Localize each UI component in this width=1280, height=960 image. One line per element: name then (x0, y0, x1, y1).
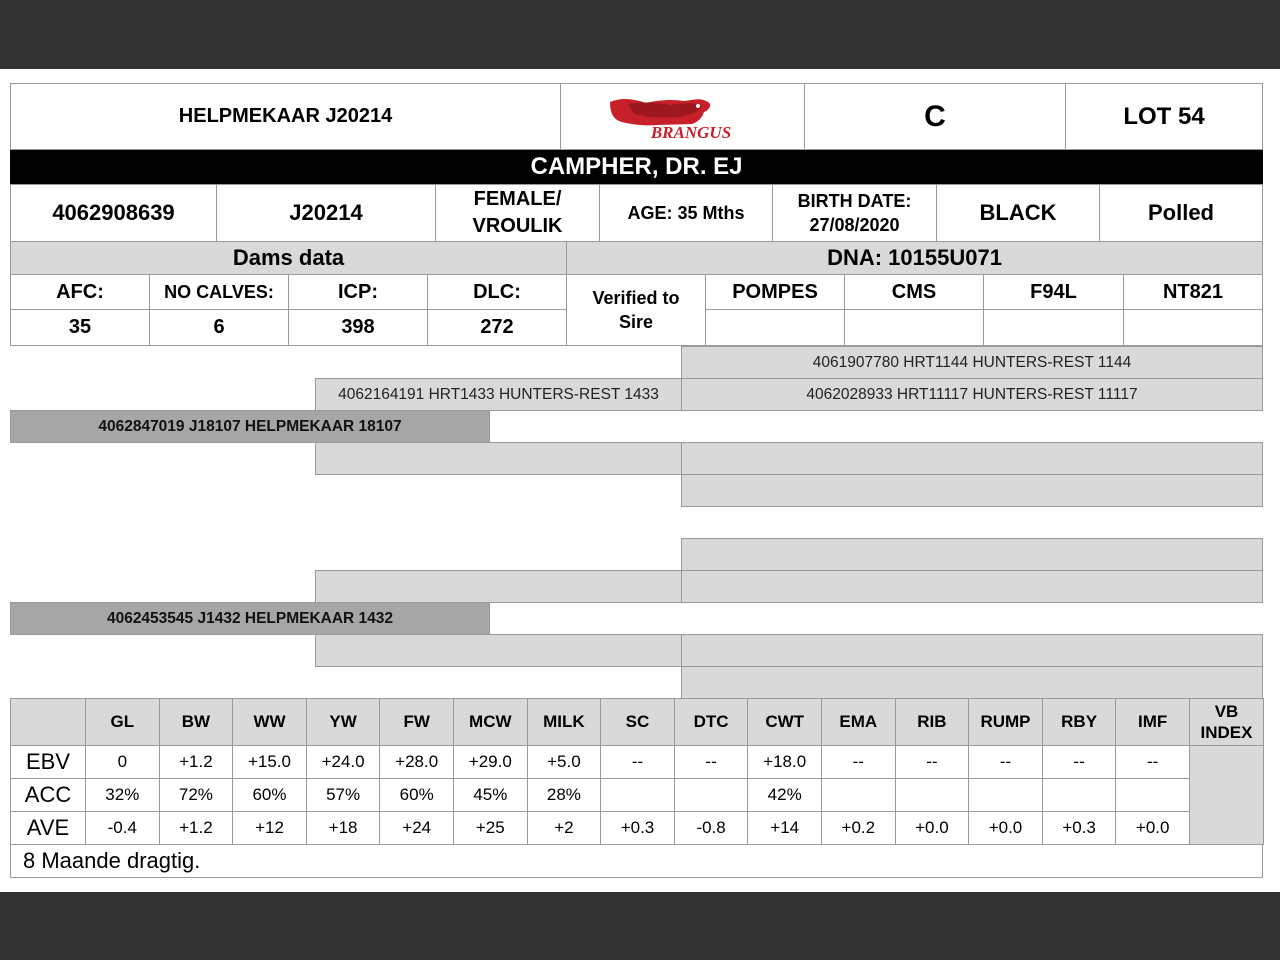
pedigree-sire-sire-dam: 4062028933 HRT11117 HUNTERS-REST 11117 (681, 378, 1263, 411)
acc-milk: 28% (527, 778, 602, 812)
pedigree-dam-sire (315, 570, 682, 603)
ave-dtc: -0.8 (674, 811, 749, 845)
marker-nt821: NT821 (1123, 274, 1263, 310)
marker-nt821-value (1123, 309, 1263, 346)
ebv-milk: +5.0 (527, 745, 602, 779)
row-label-ebv: EBV (10, 745, 86, 779)
column-header-imf: IMF (1115, 698, 1190, 746)
column-header-cwt: CWT (747, 698, 822, 746)
column-header-mcw: MCW (453, 698, 528, 746)
comments: 8 Maande dragtig. (10, 844, 1263, 878)
sex: FEMALE/ VROULIK (435, 184, 600, 242)
pedigree-sire-sire: 4062164191 HRT1433 HUNTERS-REST 1433 (315, 378, 682, 411)
ebv-rump: -- (968, 745, 1043, 779)
bull-logo-icon (598, 92, 768, 142)
ebv-cwt: +18.0 (747, 745, 822, 779)
acc-bw: 72% (159, 778, 234, 812)
column-header-milk: MILK (527, 698, 602, 746)
lot-number: LOT 54 (1065, 83, 1263, 150)
ave-cwt: +14 (747, 811, 822, 845)
table-corner (10, 698, 86, 746)
dna-title: DNA: 10155U071 (566, 241, 1263, 275)
ebv-rib: -- (895, 745, 970, 779)
column-header-sc: SC (600, 698, 675, 746)
acc-fw: 60% (379, 778, 454, 812)
id-number: 4062908639 (10, 184, 217, 242)
column-header-rump: RUMP (968, 698, 1043, 746)
acc-rby (1042, 778, 1117, 812)
ebv-bw: +1.2 (159, 745, 234, 779)
column-header-dtc: DTC (674, 698, 749, 746)
marker-cms-value (844, 309, 984, 346)
ave-rby: +0.3 (1042, 811, 1117, 845)
ave-milk: +2 (527, 811, 602, 845)
ave-gl: -0.4 (85, 811, 160, 845)
pedigree-sire-dam-sire (681, 442, 1263, 475)
row-label-ave: AVE (10, 811, 86, 845)
column-header-rby: RBY (1042, 698, 1117, 746)
no-calves-value: 6 (149, 309, 289, 346)
ave-ema: +0.2 (821, 811, 896, 845)
ebv-yw: +24.0 (306, 745, 381, 779)
ave-rib: +0.0 (895, 811, 970, 845)
verified-to-sire: Verified to Sire (566, 274, 706, 346)
marker-pompes-value (705, 309, 845, 346)
ave-ww: +12 (232, 811, 307, 845)
column-header-fw: FW (379, 698, 454, 746)
ebv-gl: 0 (85, 745, 160, 779)
acc-ww: 60% (232, 778, 307, 812)
acc-imf (1115, 778, 1190, 812)
row-label-acc: ACC (10, 778, 86, 812)
horn-status: Polled (1099, 184, 1263, 242)
marker-f94l-value (983, 309, 1124, 346)
column-header-ww: WW (232, 698, 307, 746)
icp-label: ICP: (288, 274, 428, 310)
pedigree-dam-dam (315, 634, 682, 667)
ebv-imf: -- (1115, 745, 1190, 779)
vb-index-value (1189, 745, 1264, 845)
pedigree-dam: 4062453545 J1432 HELPMEKAAR 1432 (10, 602, 490, 635)
ebv-rby: -- (1042, 745, 1117, 779)
age: AGE: 35 Mths (599, 184, 773, 242)
svg-text:BRANGUS: BRANGUS (650, 122, 731, 142)
ebv-dtc: -- (674, 745, 749, 779)
color: BLACK (936, 184, 1100, 242)
acc-sc (600, 778, 675, 812)
afc-value: 35 (10, 309, 150, 346)
pedigree-dam-sire-sire (681, 538, 1263, 571)
icp-value: 398 (288, 309, 428, 346)
column-header-yw: YW (306, 698, 381, 746)
pedigree-sire: 4062847019 J18107 HELPMEKAAR 18107 (10, 410, 490, 443)
column-header-bw: BW (159, 698, 234, 746)
acc-rib (895, 778, 970, 812)
dlc-value: 272 (427, 309, 567, 346)
ave-fw: +24 (379, 811, 454, 845)
pedigree-dam-dam-dam (681, 666, 1263, 699)
animal-name: HELPMEKAAR J20214 (10, 83, 561, 150)
column-header-gl: GL (85, 698, 160, 746)
column-header-ema: EMA (821, 698, 896, 746)
ebv-mcw: +29.0 (453, 745, 528, 779)
tag-number: J20214 (216, 184, 436, 242)
pedigree-dam-sire-dam (681, 570, 1263, 603)
ave-rump: +0.0 (968, 811, 1043, 845)
ave-imf: +0.0 (1115, 811, 1190, 845)
pedigree-dam-dam-sire (681, 634, 1263, 667)
ebv-fw: +28.0 (379, 745, 454, 779)
afc-label: AFC: (10, 274, 150, 310)
acc-yw: 57% (306, 778, 381, 812)
ave-sc: +0.3 (600, 811, 675, 845)
acc-mcw: 45% (453, 778, 528, 812)
column-header-rib: RIB (895, 698, 970, 746)
ebv-ema: -- (821, 745, 896, 779)
marker-pompes: POMPES (705, 274, 845, 310)
marker-f94l: F94L (983, 274, 1124, 310)
class-letter: C (804, 83, 1066, 150)
ave-yw: +18 (306, 811, 381, 845)
acc-cwt: 42% (747, 778, 822, 812)
pedigree-sire-sire-sire: 4061907780 HRT1144 HUNTERS-REST 1144 (681, 346, 1263, 379)
ave-bw: +1.2 (159, 811, 234, 845)
dlc-label: DLC: (427, 274, 567, 310)
acc-dtc (674, 778, 749, 812)
acc-ema (821, 778, 896, 812)
brangus-logo (560, 83, 805, 150)
pedigree-sire-dam-dam (681, 474, 1263, 507)
ebv-ww: +15.0 (232, 745, 307, 779)
dams-data-title: Dams data (10, 241, 567, 275)
birth-date: BIRTH DATE: 27/08/2020 (772, 184, 937, 242)
acc-gl: 32% (85, 778, 160, 812)
ave-mcw: +25 (453, 811, 528, 845)
marker-cms: CMS (844, 274, 984, 310)
column-header-vb-index: VB INDEX (1189, 698, 1264, 746)
no-calves-label: NO CALVES: (149, 274, 289, 310)
acc-rump (968, 778, 1043, 812)
owner-bar: CAMPHER, DR. EJ (10, 150, 1263, 184)
ebv-sc: -- (600, 745, 675, 779)
pedigree-sire-dam (315, 442, 682, 475)
lot-sheet (0, 69, 1280, 892)
